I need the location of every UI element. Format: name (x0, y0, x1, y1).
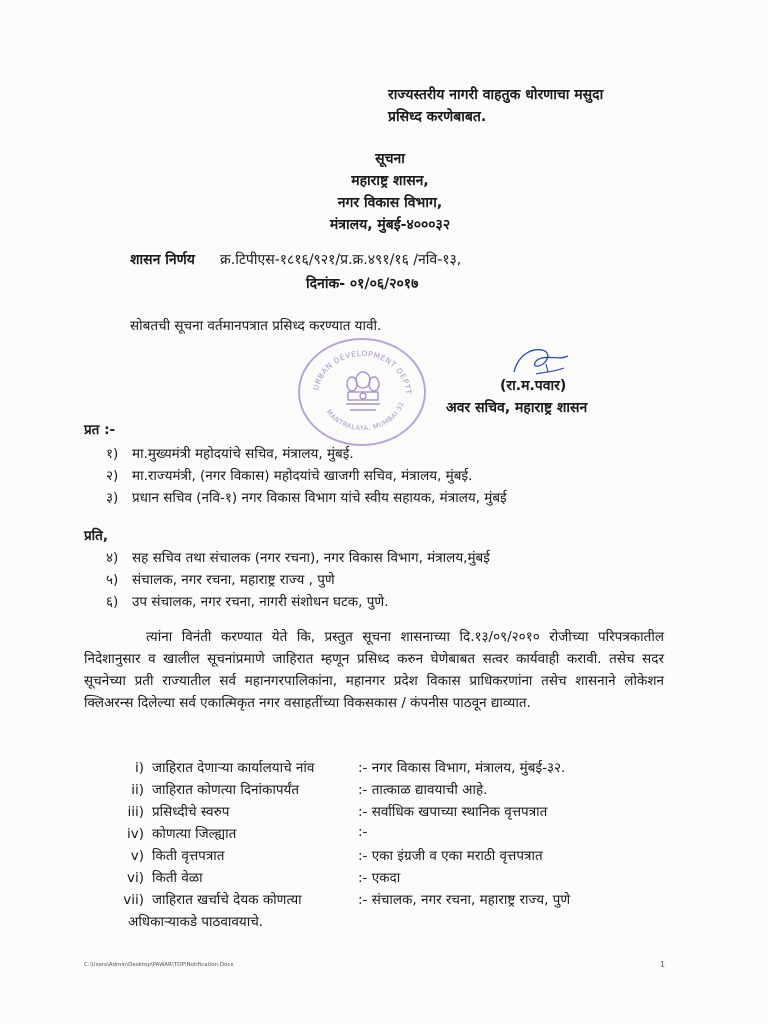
body-paragraph: त्यांना विनंती करण्यात येते कि, प्रस्तुत सूचना शासनाच्या दि.१३/०९/२०१० रोजीच्या परिपत्रकातील निदेशानुसार व खालील सूचनांप्रमाणे जाहिरात म्हणून प्रसिध्द करुन घेणेबाबत सत्वर कार्यवाही करावी. तसेच सदर सूचनेच्या प्रती राज्यातील सर्व महानगरपालिकांना, महानगर प्रदेश विकास प्राधिकरणांना तसेच शासनाने लोकेशन क्लिअरन्स दिलेल्या सर्व एकात्मिकृत नगर वसाहतींच्या विकसकास / कंपनीस पाठवून द्याव्यात. (84, 629, 664, 711)
signatory-name: (रा.म.पवार) (500, 378, 567, 394)
copy-item (106, 570, 335, 588)
stamp-text-bottom: MANTRALAYA, MUMBAI 32 (324, 400, 406, 433)
detail-roman: iii) (127, 804, 144, 820)
copy-item (106, 466, 472, 484)
copy-item-text: उप संचालक, नगर रचना, नागरी संशोधन घटक, पुणे. (132, 594, 389, 610)
notice-heading (280, 148, 500, 236)
subject-line-1: राज्यस्तरीय नागरी वाहतुक धोरणाचा मसुदा (388, 87, 604, 103)
copy-item-text: मा.मुख्यमंत्री महोदयांचे सचिव, मंत्रालय, मुंबई. (132, 446, 354, 462)
notice-title: सूचना (375, 151, 405, 167)
detail-label: कोणत्या जिल्ह्यात (152, 826, 237, 842)
detail-value: :- संचालक, नगर रचना, महाराष्ट्र राज्य, पुणे (358, 892, 571, 908)
copy-item-text: सह सचिव तथा संचालक (नगर रचना), नगर विकास विभाग, मंत्रालय,मुंबई (132, 550, 490, 566)
office-stamp (298, 338, 426, 446)
detail-row (110, 758, 314, 776)
gr-number: क्र.टिपीएस-१८१६/९२१/प्र.क्र.४९१/१६ /नवि-१३, (220, 252, 462, 268)
copy-item (106, 488, 507, 506)
detail-label: जाहिरात कोणत्या दिनांकापर्यंत (152, 782, 300, 798)
copy-item-number: ६) (106, 594, 119, 610)
detail-roman: i) (134, 760, 144, 776)
copy-item-text: प्रधान सचिव (नवि-१) नगर विकास विभाग यांचे स्वीय सहायक, मंत्रालय, मुंबई (132, 490, 507, 506)
gr-label: शासन निर्णय (130, 252, 195, 268)
signatory-title: अवर सचिव, महाराष्ट्र शासन (446, 400, 588, 416)
detail-label: किती वेळा (152, 870, 203, 886)
detail-value: :- तात्काळ द्यावयाची आहे. (358, 782, 488, 798)
detail-label: प्रसिध्दीचे स्वरुप (152, 804, 230, 820)
footer-file-path: C:\Users\Admin\Desktop\PAWAR\TDP\Notification.Docx (84, 962, 234, 968)
instruction-text: सोबतची सूचना वर्तमानपत्रात प्रसिध्द करण्यात यावी. (130, 318, 382, 334)
detail-label: जाहिरात देणाऱ्या कार्यालयाचे नांव (152, 760, 315, 776)
stamp-text-top: URBAN DEVELOPMENT DEPTT (311, 348, 414, 396)
notice-line-3: मंत्रालय, मुंबई-४०००३२ (329, 217, 451, 233)
detail-row (110, 824, 236, 842)
detail-roman: iv) (126, 826, 144, 842)
detail-roman: v) (130, 848, 144, 864)
detail-value: :- एका इंग्रजी व एका मराठी वृत्तपत्रात (358, 848, 543, 864)
detail-roman: ii) (131, 782, 144, 798)
detail-label: जाहिरात खर्चाचे देयक कोणत्या (152, 892, 302, 908)
emblem-icon (338, 366, 388, 422)
notice-line-2: नगर विकास विभाग, (337, 195, 443, 211)
detail-continuation: अधिकाऱ्याकडे पाठवावयाचे. (128, 914, 264, 930)
detail-value: :- एकदा (358, 870, 401, 886)
detail-roman: vi) (126, 870, 144, 886)
copy-item-number: ३) (106, 490, 119, 506)
copy-item-number: २) (106, 468, 119, 484)
subject (388, 84, 603, 128)
detail-value: :- (358, 824, 368, 840)
detail-row (110, 890, 302, 908)
copy-item (106, 592, 388, 610)
copy-to-label-2: प्रति, (84, 528, 109, 544)
subject-line-2: प्रसिध्द करणेबाबत. (388, 109, 487, 125)
copy-item (106, 444, 354, 462)
copy-item-text: संचालक, नगर रचना, महाराष्ट्र राज्य , पुणे (132, 572, 335, 588)
copy-item-number: १) (106, 446, 119, 462)
signature-mark (508, 342, 578, 378)
detail-label: किती वृत्तपत्रात (152, 848, 225, 864)
detail-row (110, 846, 225, 864)
detail-row (110, 802, 229, 820)
notice-line-1: महाराष्ट्र शासन, (351, 173, 429, 189)
gr-date: दिनांक- ०१/०६/२०१७ (306, 276, 419, 292)
detail-roman: vii) (123, 892, 144, 908)
detail-value: :- नगर विकास विभाग, मंत्रालय, मुंबई-३२. (358, 760, 566, 776)
copy-item-number: ४) (106, 550, 119, 566)
page-number: 1 (660, 960, 666, 969)
detail-value: :- सर्वाधिक खपाच्या स्थानिक वृत्तपत्रात (358, 804, 548, 820)
copy-item-text: मा.राज्यमंत्री, (नगर विकास) महोदयांचे खाजगी सचिव, मंत्रालय, मुंबई. (132, 468, 473, 484)
copy-item-number: ५) (106, 572, 119, 588)
copy-item (106, 548, 490, 566)
detail-row (110, 868, 203, 886)
copy-to-label: प्रत :- (84, 422, 116, 438)
detail-row (110, 780, 299, 798)
